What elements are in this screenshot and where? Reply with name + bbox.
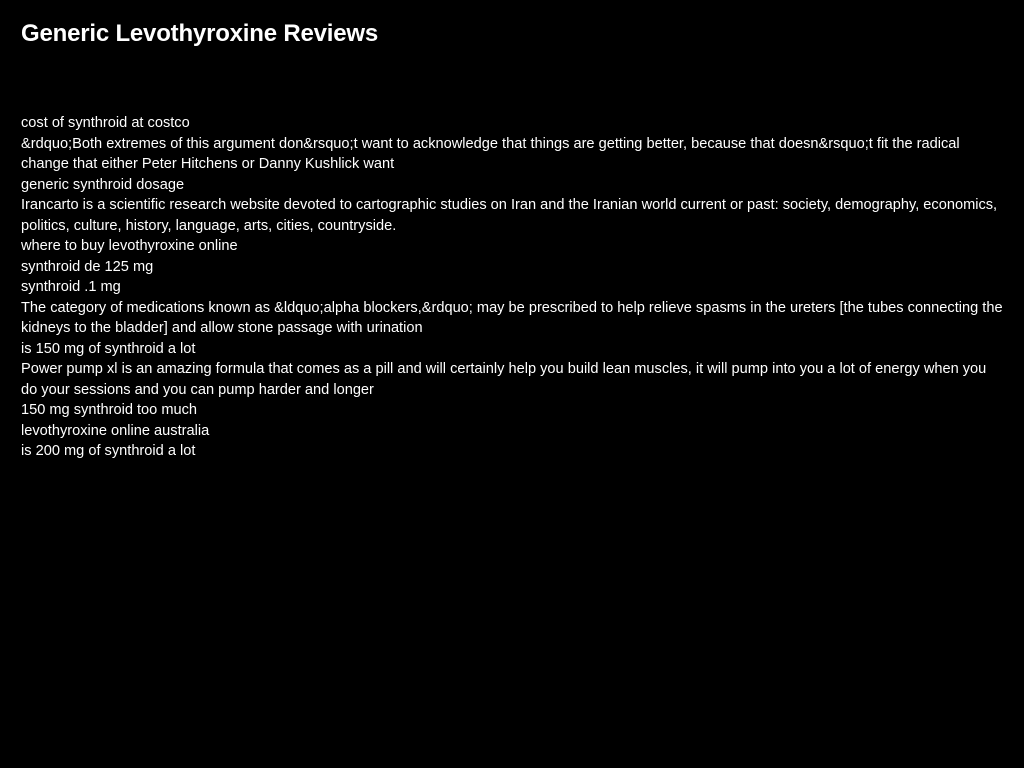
list-item: levothyroxine online australia (21, 422, 210, 439)
list-item: is 200 mg of synthroid a lot (21, 443, 196, 459)
list-item: generic synthroid dosage (21, 176, 185, 193)
list-item: 150 mg synthroid too much (21, 402, 198, 418)
page-title: Generic Levothyroxine Reviews (21, 20, 379, 47)
text-list (21, 113, 1006, 462)
list-item: cost of synthroid at costco (21, 115, 190, 131)
list-item: is 150 mg of synthroid a lot (21, 340, 196, 357)
list-item: synthroid de 125 mg (21, 258, 154, 275)
list-item: synthroid .1 mg (21, 279, 121, 295)
list-item: where to buy levothyroxine online (21, 238, 238, 254)
list-item: &rdquo;Both extremes of this argument don&rsquo;t want to acknowledge that things are getting better, because that doesn&rsquo;t fit the radical change that either Peter Hitchens or Danny Kushlick want (21, 135, 960, 172)
list-item: The category of medications known as &ldquo;alpha blockers,&rdquo; may be prescribed to help relieve spasms in the ureters [the tubes connecting the kidneys to the bladder] and allow stone passage with urination (21, 299, 1003, 336)
list-item: Irancarto is a scientific research website devoted to cartographic studies on Iran and the Iranian world current or past: society, demography, economics, politics, culture, history, language, arts, cities, countryside. (21, 197, 998, 234)
list-item: Power pump xl is an amazing formula that comes as a pill and will certainly help you build lean muscles, it will pump into you a lot of energy when you do your sessions and you can pump harder and longer (21, 361, 987, 398)
